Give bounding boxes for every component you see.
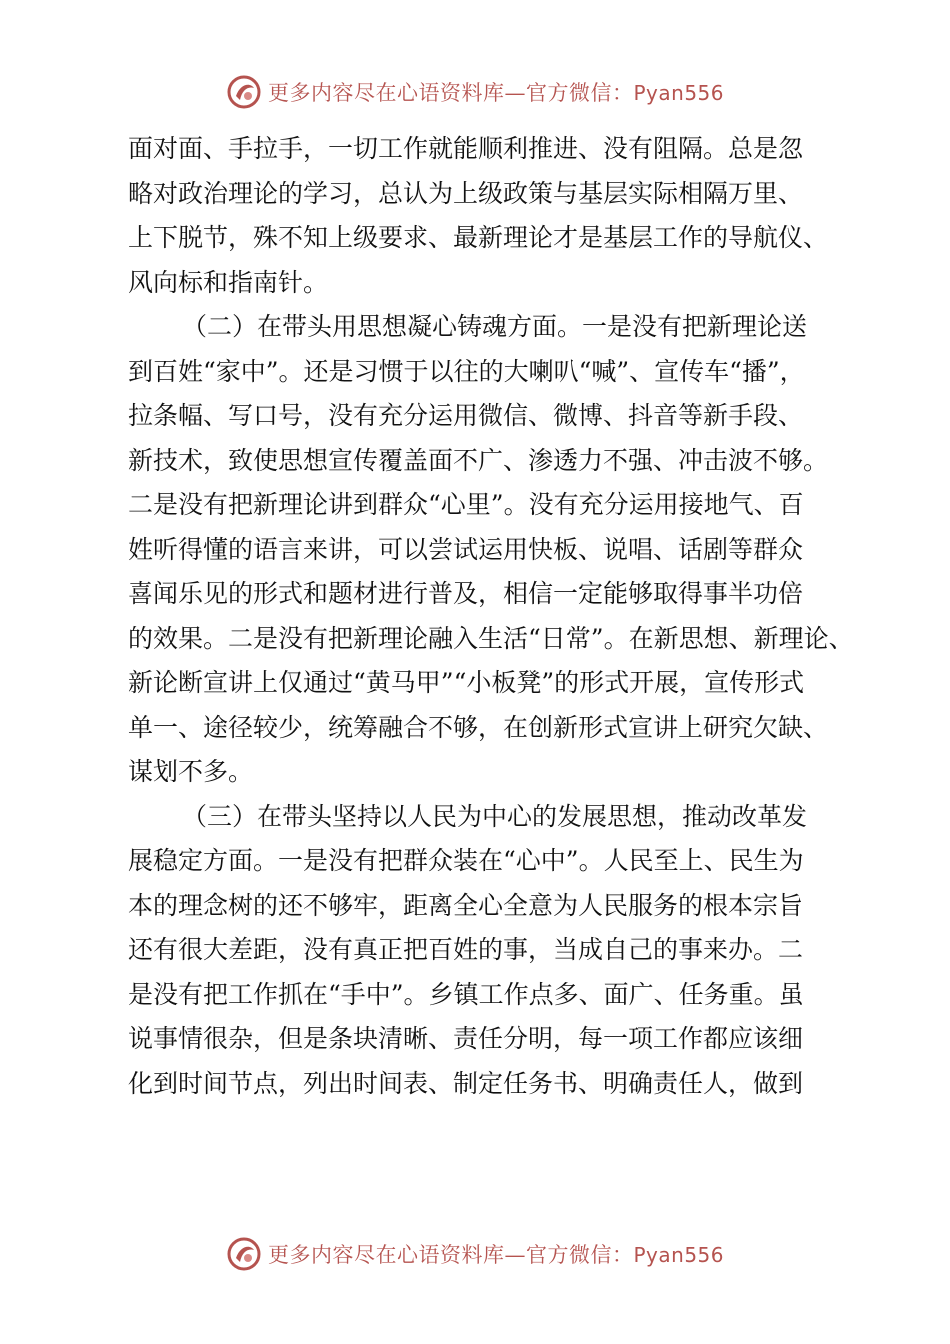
text-line: 新论断宣讲上仅通过“黄马甲”“小板凳”的形式开展，宣传形式 — [128, 668, 805, 697]
text-line: 还有很大差距，没有真正把百姓的事，当成自己的事来办。二 — [128, 935, 804, 964]
text-line: 风向标和指南针。 — [128, 267, 329, 297]
text-line: 拉条幅、写口号，没有充分运用微信、微博、抖音等新手段、 — [128, 401, 804, 430]
text-line: 的效果。二是没有把新理论融入生活“日常”。在新思想、新理论、 — [128, 623, 854, 653]
header-banner — [0, 70, 950, 114]
text-line: 谋划不多。 — [128, 757, 254, 786]
logo-icon — [226, 74, 262, 110]
text-line: 喜闻乐见的形式和题材进行普及，相信一定能够取得事半功倍 — [128, 579, 804, 608]
text-line: （二）在带头用思想凝心铸魂方面。一是没有把新理论送 — [182, 312, 808, 341]
footer-wechat-id: Pyan556 — [633, 1243, 724, 1267]
header-wechat-id: Pyan556 — [633, 81, 724, 105]
paragraph-continued — [128, 127, 828, 305]
text-line: 面对面、手拉手，一切工作就能顺利推进、没有阻隔。总是忽 — [128, 134, 804, 163]
text-line: 新技术，致使思想宣传覆盖面不广、渗透力不强、冲击波不够。 — [128, 445, 829, 475]
footer-banner-text: 更多内容尽在心语资料库—官方微信：Pyan556 — [267, 1243, 724, 1267]
text-line: 二是没有把新理论讲到群众“心里”。没有充分运用接地气、百 — [128, 490, 804, 519]
text-line: 到百姓“家中”。还是习惯于以往的大喇叭“喊”、宣传车“播”， — [128, 356, 805, 386]
paragraph-section-3 — [128, 795, 828, 1107]
text-line: 姓听得懂的语言来讲，可以尝试运用快板、说唱、话剧等群众 — [128, 534, 804, 564]
logo-icon — [226, 1236, 262, 1272]
paragraph-section-2 — [128, 305, 854, 795]
text-line: 展稳定方面。一是没有把群众装在“心中”。人民至上、民生为 — [128, 846, 804, 875]
text-line: 上下脱节，殊不知上级要求、最新理论才是基层工作的导航仪、 — [128, 223, 829, 252]
text-line: （三）在带头坚持以人民为中心的发展思想，推动改革发 — [182, 801, 808, 831]
footer-banner — [0, 1232, 950, 1276]
text-line: 本的理念树的还不够牢，距离全心全意为人民服务的根本宗旨 — [128, 890, 804, 920]
text-line: 是没有把工作抓在“手中”。乡镇工作点多、面广、任务重。虽 — [128, 979, 804, 1009]
text-line: 说事情很杂，但是条块清晰、责任分明，每一项工作都应该细 — [128, 1024, 804, 1053]
text-line: 化到时间节点，列出时间表、制定任务书、明确责任人，做到 — [128, 1068, 804, 1098]
document-body — [128, 127, 854, 1106]
text-line: 单一、途径较少，统筹融合不够，在创新形式宣讲上研究欠缺、 — [128, 712, 829, 742]
header-banner-text: 更多内容尽在心语资料库—官方微信：Pyan556 — [267, 81, 724, 105]
text-line: 略对政治理论的学习，总认为上级政策与基层实际相隔万里、 — [128, 178, 804, 208]
